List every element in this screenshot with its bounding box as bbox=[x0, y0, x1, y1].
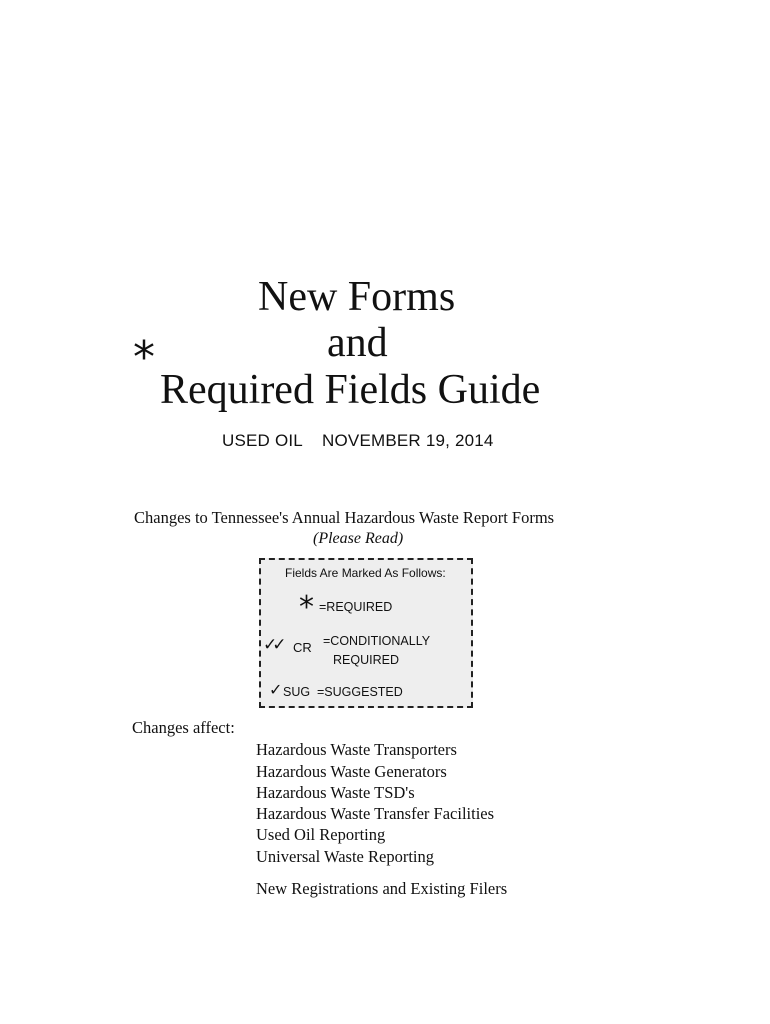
list-item: Universal Waste Reporting bbox=[256, 847, 434, 866]
required-asterisk-icon: * bbox=[133, 332, 155, 383]
title-line-2: and bbox=[327, 320, 388, 366]
list-item: Hazardous Waste TSD's bbox=[256, 783, 415, 802]
check-icon: ✓ bbox=[269, 680, 283, 699]
legend-required-label: =REQUIRED bbox=[319, 600, 393, 614]
double-check-icon: ✓✓ bbox=[263, 635, 282, 655]
changes-heading: Changes affect: bbox=[132, 718, 235, 737]
registrations-note: New Registrations and Existing Filers bbox=[256, 879, 508, 898]
required-asterisk-icon: * bbox=[299, 590, 314, 625]
title-line-3: Required Fields Guide bbox=[160, 367, 541, 413]
subtitle-category: USED OIL bbox=[222, 431, 303, 450]
list-item: Hazardous Waste Generators bbox=[256, 762, 447, 781]
legend-conditional-label-2: REQUIRED bbox=[333, 653, 399, 667]
intro-text: Changes to Tennessee's Annual Hazardous Waste Report Forms bbox=[134, 508, 555, 527]
list-item: Hazardous Waste Transporters bbox=[256, 740, 457, 759]
subtitle-date: NOVEMBER 19, 2014 bbox=[322, 431, 494, 450]
legend-conditional-code: CR bbox=[293, 640, 312, 655]
legend-heading: Fields Are Marked As Follows: bbox=[285, 566, 446, 580]
list-item: Hazardous Waste Transfer Facilities bbox=[256, 804, 495, 823]
title-line-1: New Forms bbox=[258, 274, 456, 320]
legend-suggested-code: SUG bbox=[283, 685, 311, 699]
legend-suggested-label: =SUGGESTED bbox=[317, 685, 403, 699]
field-legend-box bbox=[259, 558, 473, 708]
please-read-note: (Please Read) bbox=[313, 530, 404, 547]
legend-conditional-label-1: =CONDITIONALLY bbox=[323, 634, 431, 648]
list-item: Used Oil Reporting bbox=[256, 825, 386, 844]
